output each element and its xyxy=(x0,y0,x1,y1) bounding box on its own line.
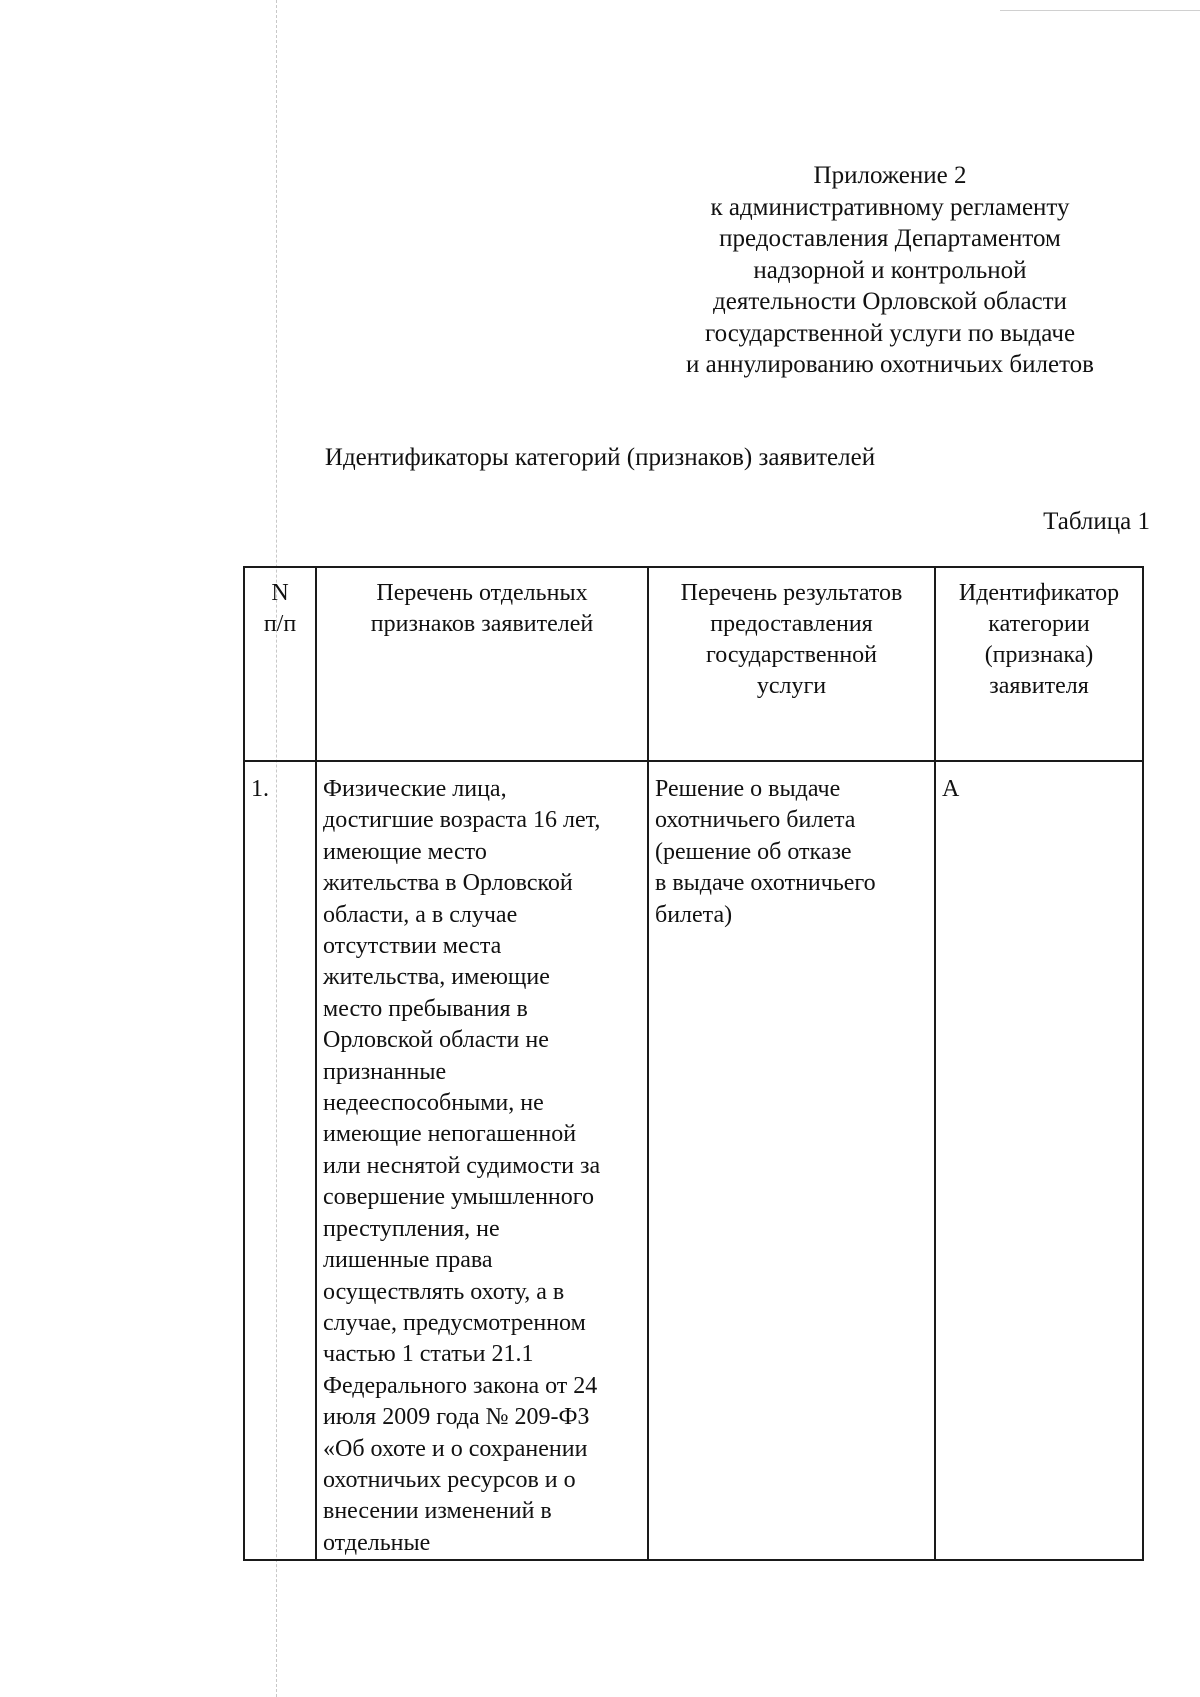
header-number xyxy=(244,567,316,761)
table-header-row xyxy=(244,567,1143,761)
header-identifier-text: Идентификатор категории (признака) заявителя xyxy=(958,580,1120,699)
appendix-line: надзорной и контрольной xyxy=(753,256,1027,284)
appendix-line: предоставления Департаментом xyxy=(719,225,1061,252)
appendix-line: государственной услуги по выдаче xyxy=(704,319,1076,347)
appendix-line: деятельности Орловской области xyxy=(713,288,1067,315)
cell-number-text: 1. xyxy=(251,776,269,802)
header-features xyxy=(316,567,648,761)
cell-identifier-text: А xyxy=(942,776,960,802)
cell-result-text: Решение о выдаче охотничьего билета (решение об отказе в выдаче охотничьего билета) xyxy=(655,776,876,928)
document-title: Идентификаторы категорий (признаков) заявителей xyxy=(324,444,876,471)
cell-features xyxy=(316,761,648,1560)
appendix-line: и аннулированию охотничьих билетов xyxy=(686,351,1094,378)
header-identifier xyxy=(935,567,1143,761)
table-row xyxy=(244,761,1143,1560)
header-results xyxy=(648,567,935,761)
cell-features-text: Физические лица, достигшие возраста 16 лет, имеющие место жительства в Орловской области, а в случае отсутствии места жительства, имеющие место пребывания в Орловской области не признанные недееспособными, не имеющие непогашенной или неснятой судимости за совершение умышленного преступления, не лишенные права осуществлять охоту, а в случае, предусмотренном частью 1 статьи 21.1 Федерального закона от 24 июля 2009 года № 209-ФЗ «Об охоте и о сохранении охотничьих ресурсов и о внесении изменений в отдельные xyxy=(323,776,601,1556)
cell-identifier xyxy=(935,761,1143,1560)
identifiers-table xyxy=(243,566,1144,1561)
cell-number xyxy=(244,761,316,1560)
cell-result xyxy=(648,761,935,1560)
appendix-line: Приложение 2 xyxy=(813,162,967,189)
header-features-text: Перечень отдельных признаков заявителей xyxy=(370,580,594,637)
table-label: Таблица 1 xyxy=(1043,508,1150,535)
appendix-line: к административному регламенту xyxy=(710,193,1070,221)
appendix-header xyxy=(640,160,1140,381)
header-number-text: N п/п xyxy=(263,580,297,637)
scan-top-line xyxy=(1000,10,1200,11)
header-results-text: Перечень результатов предоставления государственной услуги xyxy=(680,580,903,699)
